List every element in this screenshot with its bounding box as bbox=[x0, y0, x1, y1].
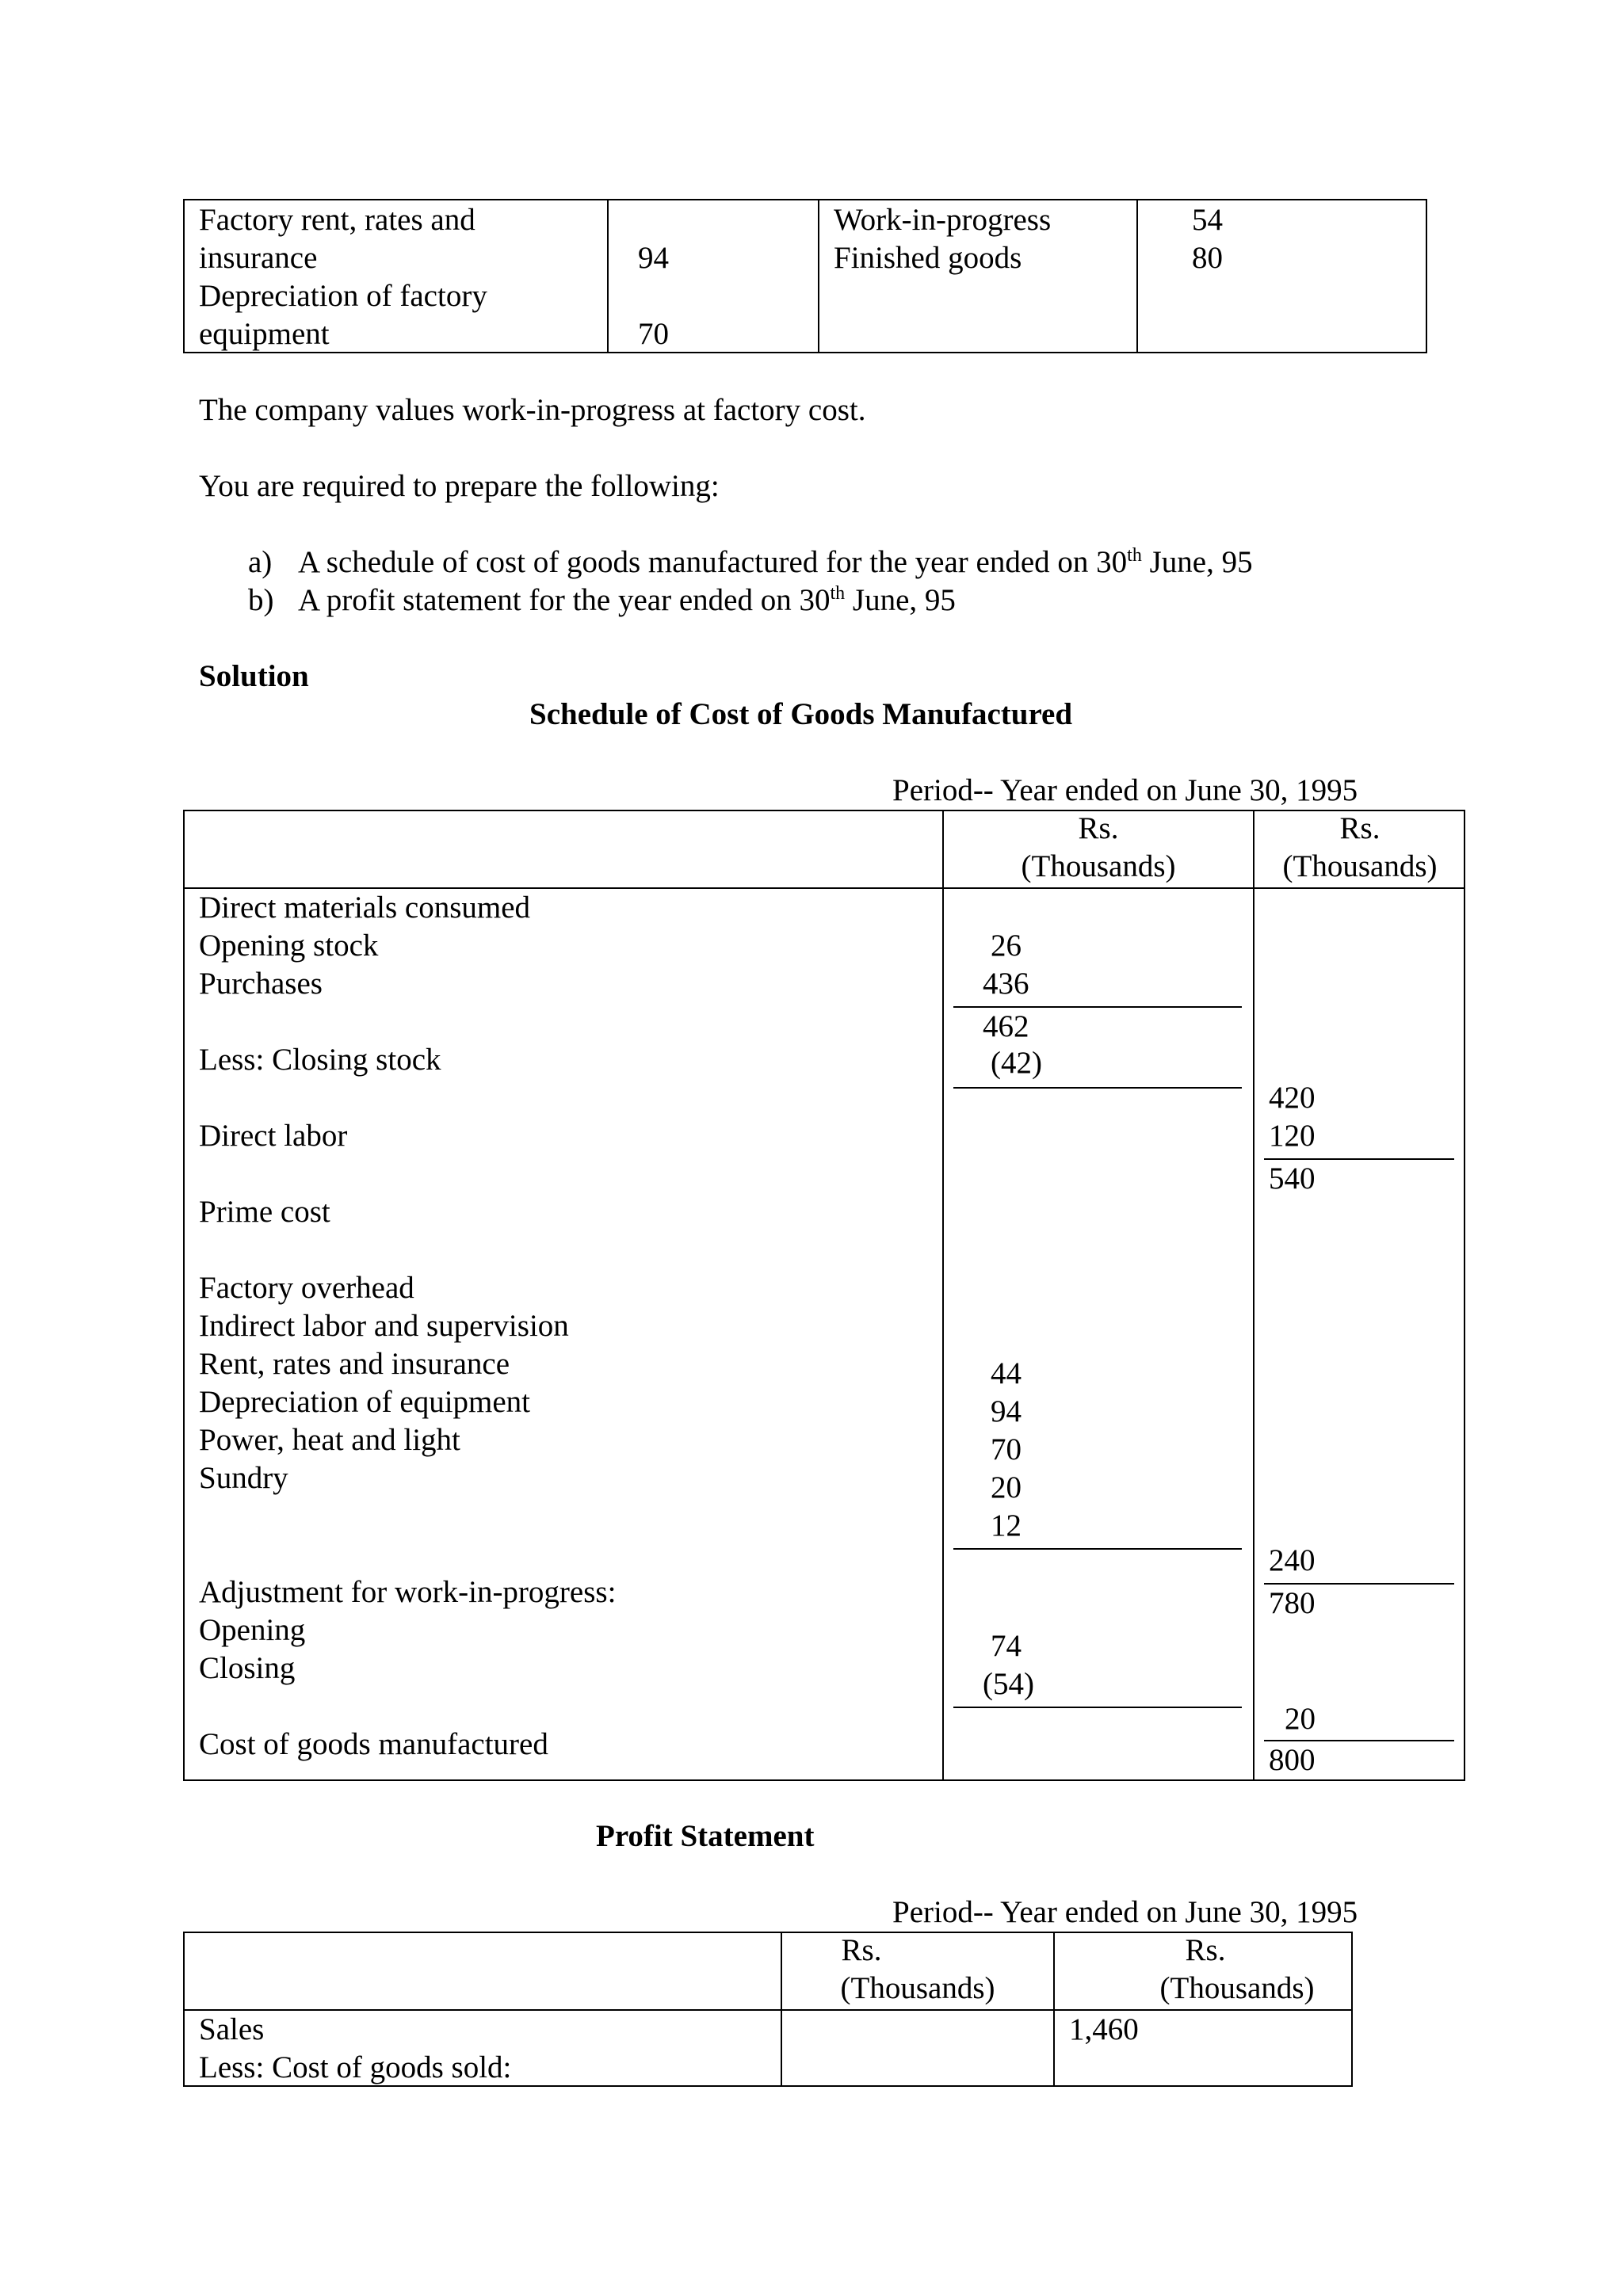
label-indirect-labor: Indirect labor and supervision bbox=[199, 1309, 569, 1343]
solution-heading: Solution bbox=[199, 659, 309, 693]
label-less-closing: Less: Closing stock bbox=[199, 1043, 441, 1077]
requirement-item-b bbox=[248, 582, 274, 620]
top-row1-label-line1: Factory rent, rates and bbox=[199, 203, 475, 237]
label-cogm: Cost of goods manufactured bbox=[199, 1727, 548, 1761]
col1-overhead-3: 70 bbox=[991, 1432, 1022, 1466]
col1-wip-opening: 74 bbox=[991, 1629, 1022, 1663]
requirement-a-text: A schedule of cost of goods manufactured for the year ended on 30 bbox=[298, 545, 1128, 579]
label-direct-labor: Direct labor bbox=[199, 1119, 348, 1153]
profit-col1-header-rs: Rs. bbox=[841, 1933, 882, 1967]
col2-wip: 20 bbox=[1285, 1702, 1316, 1736]
top-row2-label-line2: equipment bbox=[199, 317, 330, 351]
col2-prime-cost: 540 bbox=[1269, 1161, 1316, 1196]
profit-divider-2 bbox=[1053, 1932, 1055, 2087]
top-table-divider-3 bbox=[1136, 199, 1138, 353]
requirement-b-text: A profit statement for the year ended on 30 bbox=[298, 583, 831, 617]
schedule-title: Schedule of Cost of Goods Manufactured bbox=[529, 697, 1073, 731]
label-sundry: Sundry bbox=[199, 1461, 288, 1495]
label-dm-consumed: Direct materials consumed bbox=[199, 891, 531, 925]
schedule-period: Period-- Year ended on June 30, 1995 bbox=[892, 773, 1358, 807]
col1-rule-3 bbox=[953, 1548, 1242, 1550]
profit-col2-header-rs: Rs. bbox=[1185, 1933, 1226, 1967]
col1-subtotal: 462 bbox=[983, 1009, 1029, 1043]
requirement-a-text-after: June, 95 bbox=[1141, 545, 1253, 579]
top-row1-label-line2: insurance bbox=[199, 241, 318, 275]
top-table-divider-2 bbox=[818, 199, 819, 353]
requirement-item-a bbox=[248, 543, 272, 582]
top-table-divider-1 bbox=[607, 199, 609, 353]
schedule-col2-header-unit: (Thousands) bbox=[1282, 849, 1438, 883]
profit-sales-label: Sales bbox=[199, 2012, 265, 2046]
col1-rule-2 bbox=[953, 1087, 1242, 1089]
label-purchases: Purchases bbox=[199, 967, 323, 1001]
profit-header-rule bbox=[183, 2009, 1353, 2011]
label-opening-stock: Opening stock bbox=[199, 929, 379, 963]
label-factory-overhead: Factory overhead bbox=[199, 1271, 414, 1305]
col2-overhead: 240 bbox=[1269, 1543, 1316, 1577]
label-wip-opening: Opening bbox=[199, 1613, 306, 1647]
col2-cogm: 800 bbox=[1269, 1743, 1316, 1777]
top-row2-label-line1: Depreciation of factory bbox=[199, 279, 487, 313]
col1-wip-closing: (54) bbox=[983, 1667, 1034, 1701]
schedule-divider-2 bbox=[1253, 810, 1254, 1781]
col1-overhead-1: 44 bbox=[991, 1356, 1022, 1390]
requirement-marker-b: b) bbox=[248, 583, 274, 617]
col2-direct-labor: 120 bbox=[1269, 1119, 1316, 1153]
profit-title: Profit Statement bbox=[596, 1819, 815, 1853]
col1-closing-stock: (42) bbox=[991, 1046, 1042, 1080]
col2-materials: 420 bbox=[1269, 1081, 1316, 1115]
requirement-marker-a: a) bbox=[248, 545, 273, 579]
col2-subtotal: 780 bbox=[1269, 1586, 1316, 1620]
profit-sales-value: 1,460 bbox=[1069, 2012, 1139, 2046]
label-rent: Rent, rates and insurance bbox=[199, 1347, 510, 1381]
top-right-row2-label: Finished goods bbox=[834, 241, 1022, 275]
col1-opening-stock: 26 bbox=[991, 929, 1022, 963]
profit-col1-header-unit: (Thousands) bbox=[840, 1971, 995, 2005]
col1-overhead-5: 12 bbox=[991, 1508, 1022, 1543]
top-right-row2-value: 80 bbox=[1192, 241, 1223, 275]
profit-period: Period-- Year ended on June 30, 1995 bbox=[892, 1895, 1358, 1929]
col1-purchases: 436 bbox=[983, 967, 1029, 1001]
top-row2-value: 70 bbox=[638, 317, 669, 351]
label-wip-closing: Closing bbox=[199, 1651, 296, 1685]
requirement-a-sup: th bbox=[1127, 545, 1142, 566]
top-row1-value: 94 bbox=[638, 241, 669, 275]
profit-col2-header-unit: (Thousands) bbox=[1159, 1971, 1315, 2005]
intro-line-1: The company values work-in-progress at factory cost. bbox=[199, 393, 866, 427]
label-depreciation: Depreciation of equipment bbox=[199, 1385, 531, 1419]
requirement-b-sup: th bbox=[830, 583, 846, 604]
schedule-col1-header-rs: Rs. bbox=[1078, 811, 1119, 845]
col1-rule-4 bbox=[953, 1707, 1242, 1708]
col1-overhead-2: 94 bbox=[991, 1394, 1022, 1428]
label-prime-cost: Prime cost bbox=[199, 1195, 330, 1229]
intro-line-2: You are required to prepare the following: bbox=[199, 469, 720, 503]
requirement-b-text-after: June, 95 bbox=[845, 583, 956, 617]
schedule-col2-header-rs: Rs. bbox=[1339, 811, 1381, 845]
schedule-col1-header-unit: (Thousands) bbox=[1021, 849, 1176, 883]
label-power: Power, heat and light bbox=[199, 1423, 460, 1457]
requirement-text-b bbox=[298, 582, 956, 620]
top-right-row1-label: Work-in-progress bbox=[834, 203, 1052, 237]
col1-overhead-4: 20 bbox=[991, 1470, 1022, 1505]
label-wip-adjustment: Adjustment for work-in-progress: bbox=[199, 1575, 617, 1609]
schedule-divider-1 bbox=[942, 810, 944, 1781]
profit-less-cogs-label: Less: Cost of goods sold: bbox=[199, 2050, 512, 2084]
top-right-row1-value: 54 bbox=[1192, 203, 1223, 237]
requirement-text-a bbox=[298, 543, 1253, 582]
